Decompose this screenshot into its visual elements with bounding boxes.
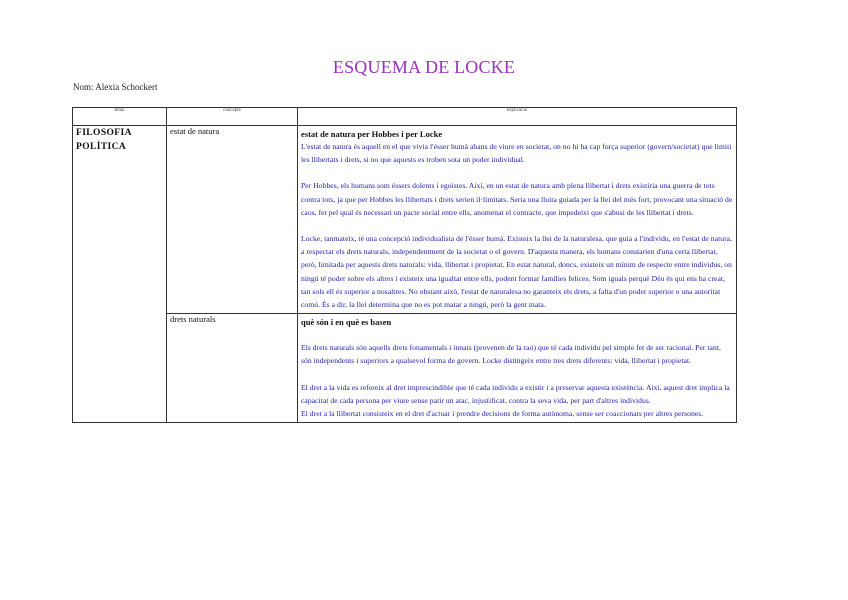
explicacio-cell xyxy=(298,126,737,314)
explicacio-title: què són i en què es basen xyxy=(301,317,392,328)
table-row xyxy=(73,126,737,314)
table-header-row xyxy=(73,108,737,126)
explicacio-cell xyxy=(298,314,737,423)
header-concepte: concepte xyxy=(167,108,298,126)
explicacio-paragraph: L'estat de natura és aquell en el que vivia l'ésser humà abans de viure en societat, on no hi ha cap força superior (govern/societat) que limiti les llibertats i drets, si no que aquests es troben sota un poder individual. xyxy=(301,142,732,165)
table-row xyxy=(73,314,737,423)
concept-table xyxy=(72,107,737,423)
concepte-cell: drets naturals xyxy=(167,314,298,423)
explicacio-paragraph: El dret a la vida es refereix al dret imprescindible que té cada individu a existir i a preservar aquesta existència. Així, aquest dret implica la capacitat de cada persona per viure sense patir un atac, injustificat, contra la seva vida, per part d'altres individus. xyxy=(301,382,730,405)
explicacio-title: estat de natura per Hobbes i per Locke xyxy=(301,129,443,139)
header-explicacio: explicació xyxy=(298,108,737,126)
explicacio-paragraph: Locke, tanmateix, té una concepció individualista de l'ésser humà. Existeix la llei de la naturalesa, que guia a l'individu, en l'estat de natura, a respectar els drets naturals, independentment de la societat o el govern. D'aquesta manera, els humans constarien d'una certa llibertat, però, limitada per aquests drets naturals: vida, llibertat i propietat. En estat natural, doncs, existeix un mínim de respecte entre individus, on ningú té poder sobre els altres i existeix una igualtat entre ells, podent formar famílies felices. Som iguals perquè Déu és qui ens ha creat, tan sols ell és superior a nosaltres. No obstant això, l'estat de naturalesa no garanteix els drets, a falta d'un poder superior o una autoritat comú. És a dir, la llei determina que no es pot matar a ningú, però la gent mata. xyxy=(301,234,733,310)
header-tema: tema xyxy=(73,108,167,126)
tema-cell: FILOSOFIA POLÍTICA xyxy=(73,126,167,423)
concepte-cell: estat de natura xyxy=(167,126,298,314)
explicacio-paragraph: El dret a la llibertat consisteix en el dret d'actuar i prendre decisions de forma autònoma, sense ser coaccionats per altres persones. xyxy=(301,409,704,419)
explicacio-paragraph: Els drets naturals són aquells drets fonamentals i innats (provenen de la raó) que té cada individu pel simple fet de ser racional. Per tant, són independents i superiors a qualsevol forma de govern. Locke distingeix entre tres drets diferents: vida, llibertat i propietat. xyxy=(301,343,721,366)
author-name: Nom: Alexia Schockert xyxy=(73,82,158,92)
page-title: ESQUEMA DE LOCKE xyxy=(332,57,516,77)
explicacio-paragraph: Per Hobbes, els humans som éssers dolents i egoistes. Així, en un estat de natura amb plena llibertat i drets existiria una guerra de tots contra tots, ja que per Hobbes les llibertats i drets serien il·limitats. Seria una lluita guiada per la llei del més fort, provocant una situació de caos, fet pel qual és necessari un pacte social entre ells, anomenat el contracte, que impedeixi que s'abusi de les llibertat i drets. xyxy=(301,181,733,217)
